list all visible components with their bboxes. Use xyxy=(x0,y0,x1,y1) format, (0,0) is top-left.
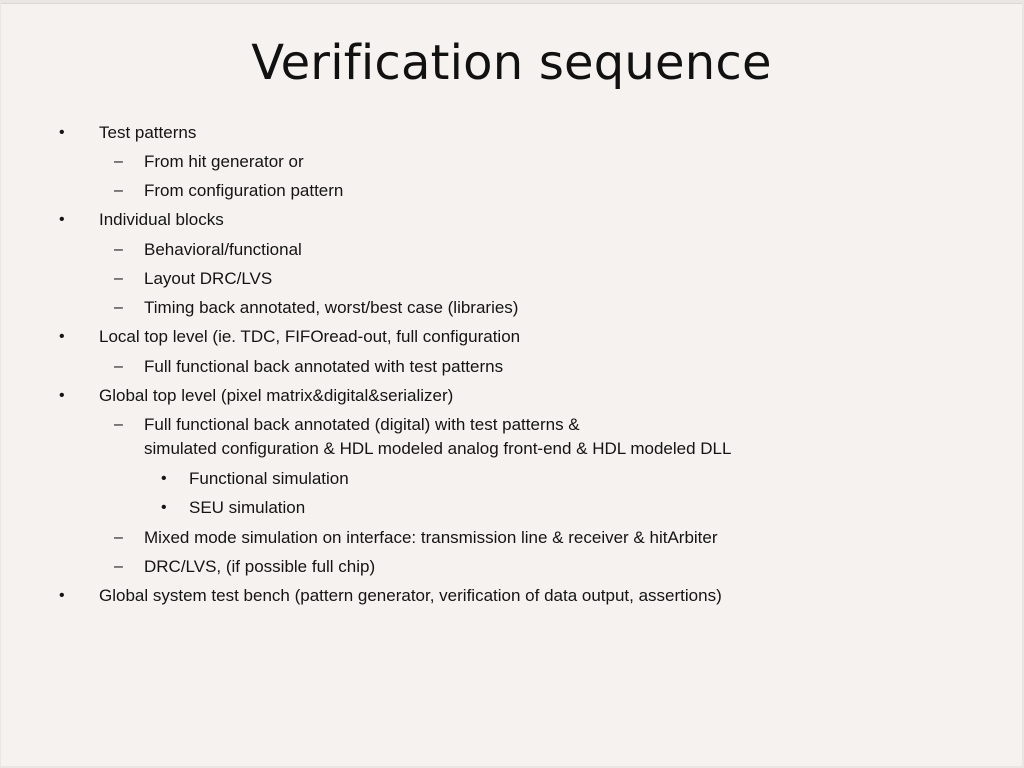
dash-marker: – xyxy=(114,299,123,316)
bullet-text: Local top level (ie. TDC, FIFOread-out, full configuration xyxy=(99,327,521,346)
sub-bullet-text: Behavioral/functional xyxy=(144,240,302,259)
bullet-marker: • xyxy=(161,470,167,487)
slide xyxy=(1,3,1022,766)
slide-title: Verification sequence xyxy=(251,35,772,91)
sub-bullet-text: Mixed mode simulation on interface: transmission line & receiver & hitArbiter xyxy=(144,528,718,547)
bullet-list xyxy=(1,4,1022,767)
bullet-text: Global system test bench (pattern generator, verification of data output, assertions) xyxy=(99,586,722,605)
bullet-text: Test patterns xyxy=(99,123,197,142)
dash-marker: – xyxy=(114,558,123,575)
sub-bullet-text: From hit generator or xyxy=(144,152,304,171)
bullet-marker: • xyxy=(59,124,65,141)
dash-marker: – xyxy=(114,416,123,433)
bullet-text: Individual blocks xyxy=(99,210,224,229)
sub-bullet-text: Full functional back annotated with test patterns xyxy=(144,357,504,376)
bullet-marker: • xyxy=(59,387,65,404)
sub-bullet-text: From configuration pattern xyxy=(144,181,344,200)
bullet-text: Global top level (pixel matrix&digital&serializer) xyxy=(99,386,454,405)
dash-marker: – xyxy=(114,241,123,258)
dash-marker: – xyxy=(114,182,123,199)
sub-sub-bullet-text: Functional simulation xyxy=(189,469,349,488)
dash-marker: – xyxy=(114,153,123,170)
bullet-marker: • xyxy=(161,499,167,516)
dash-marker: – xyxy=(114,358,123,375)
sub-bullet-text: DRC/LVS, (if possible full chip) xyxy=(144,557,376,576)
dash-marker: – xyxy=(114,529,123,546)
sub-bullet-text: Layout DRC/LVS xyxy=(144,269,273,288)
bullet-marker: • xyxy=(59,211,65,228)
bullet-marker: • xyxy=(59,328,65,345)
bullet-marker: • xyxy=(59,587,65,604)
sub-bullet-text: simulated configuration & HDL modeled analog front-end & HDL modeled DLL xyxy=(144,439,732,458)
sub-bullet-text: Timing back annotated, worst/best case (libraries) xyxy=(144,298,519,317)
sub-sub-bullet-text: SEU simulation xyxy=(189,498,306,517)
dash-marker: – xyxy=(114,270,123,287)
sub-bullet-text: Full functional back annotated (digital) with test patterns & xyxy=(144,415,580,434)
